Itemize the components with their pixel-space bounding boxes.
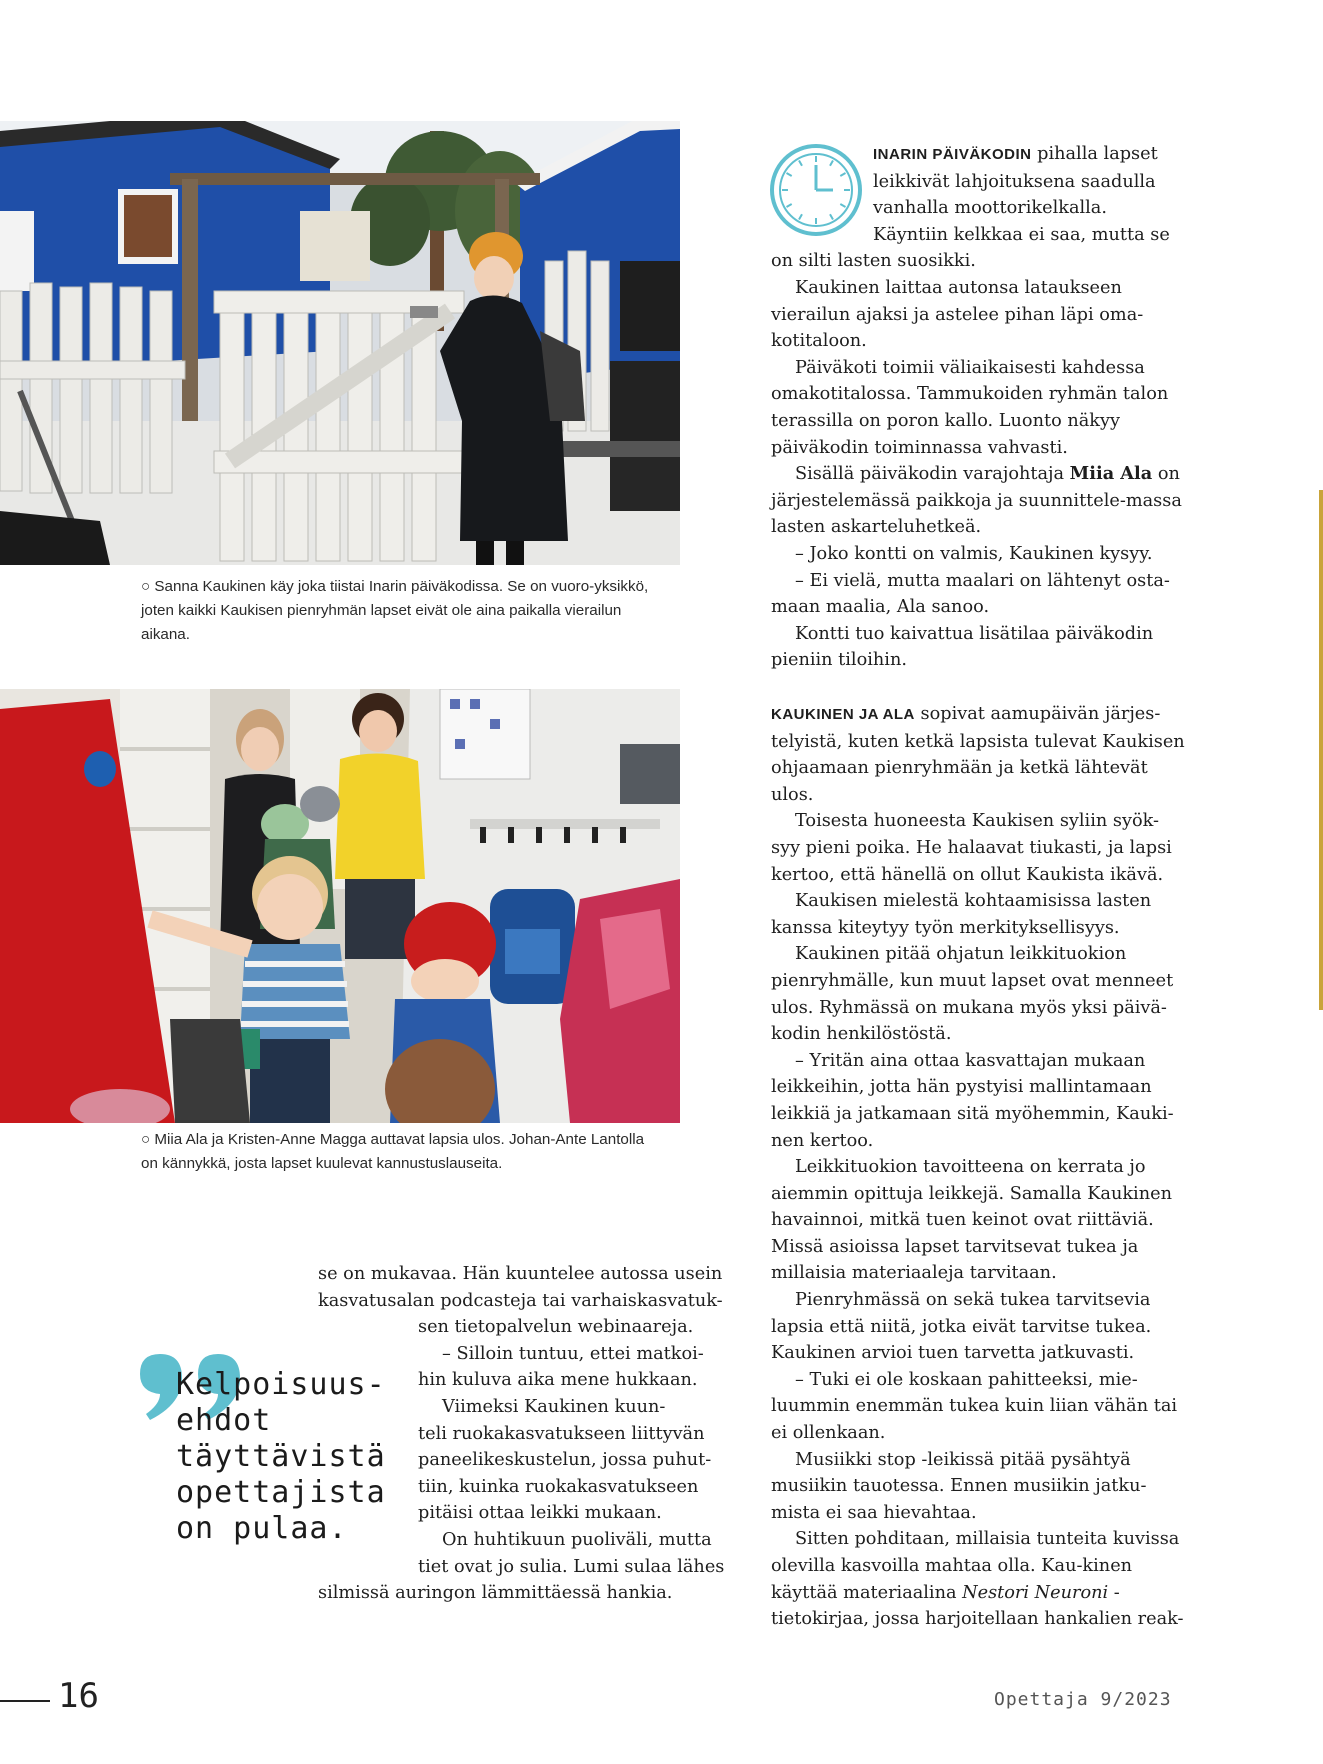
text-line: kasvatusalan podcasteja tai varhaiskasvatuk- [318, 1290, 723, 1311]
section-lead-inarin: INARIN PÄIVÄKODIN [873, 146, 1032, 163]
paragraph: KAUKINEN JA ALA sopivat aamupäivän järjes-telyistä, kuten ketkä lapsista tulevat Kaukisen ohjaamaan pienryhmään ja ketkä lähtevät ulos. [771, 704, 1185, 805]
paragraph: Kontti tuo kaivattua lisätilaa päiväkodin pieniin tiloihin. [771, 623, 1154, 671]
paragraph: Pienryhmässä on sekä tukea tarvitsevia lapsia että niitä, jotka eivät tarvitse tukea. Kaukinen arvioi tuen tarvetta jatkuvasti. [771, 1290, 1152, 1364]
paragraph: – Ei vielä, mutta maalari on lähtenyt osta-maan maalia, Ala sanoo. [771, 570, 1170, 618]
text-line: teli ruokakasvatukseen liittyvän [418, 1423, 705, 1444]
text-line: pitäisi ottaa leikki mukaan. [418, 1503, 662, 1524]
text-line: Viimeksi Kaukinen kuun- [442, 1396, 666, 1417]
folio-rule [0, 1700, 50, 1702]
drop-lead-block: INARIN PÄIVÄKODIN pihalla lapset leikkivät lahjoituksena saadulla vanhalla moottorikelkalla. Käyntiin kelkkaa ei saa, mutta se [873, 144, 1170, 245]
text-line: tiet ovat jo sulia. Lumi sulaa lähes [418, 1556, 725, 1577]
photo-kindergarten-gate [0, 121, 680, 565]
facing-page-edge [1319, 490, 1323, 1010]
paragraph: Leikkituokion tavoitteena on kerrata jo aiemmin opittuja leikkejä. Samalla Kaukinen havainnoi, mitkä tuen keinot ovat riittäviä. Missä asioissa lapset tarvitsevat tukea ja millaisia materiaaleja tarvitaan. [771, 1157, 1172, 1284]
photo-caption-1: ○ Sanna Kaukinen käy joka tiistai Inarin päiväkodissa. Se on vuoro-yksikkö, joten kaikki Kaukisen pienryhmän lapset eivät ole aina paikalla vierailun aikana. [141, 578, 649, 643]
paragraph: Päiväkoti toimii väliaikaisesti kahdessa omakotitalossa. Tammukoiden ryhmän talon terassilla on poron kallo. Luonto näkyy päiväkodin toiminnassa vahvasti. [771, 357, 1169, 458]
paragraph: Sitten pohditaan, millaisia tunteita kuvissa olevilla kasvoilla mahtaa olla. Kau-kinen käyttää materiaalina Nestori Neuroni -tietokirjaa, jossa harjoitellaan hankalien reak- [771, 1529, 1184, 1630]
page-number: 16 [58, 1676, 99, 1716]
text-line: paneelikeskustelun, jossa puhut- [418, 1450, 712, 1471]
book-title: Nestori Neuroni [962, 1582, 1109, 1603]
text-line: se on mukavaa. Hän kuuntelee autossa usein [318, 1264, 723, 1284]
paragraph: – Yritän aina ottaa kasvattajan mukaan leikkeihin, jotta hän pystyisi mallintamaan leikkiä ja jatkamaan sitä myöhemmin, Kauki-nen kertoo. [771, 1050, 1174, 1151]
text-line: silmissä auringon lämmittäessä hankia. [318, 1583, 673, 1604]
paragraph: – Joko kontti on valmis, Kaukinen kysyy. [795, 543, 1153, 564]
paragraph: Musiikki stop -leikissä pitää pysähtyä musiikin tauotessa. Ennen musiikin jatku-mista ei saa hievahtaa. [771, 1449, 1147, 1523]
text-line: – Silloin tuntuu, ettei matkoi- [442, 1343, 704, 1364]
paragraph: Sisällä päiväkodin varajohtaja Miia Ala on järjestelemässä paikkoja ja suunnittele-massa lasten askarteluhetkeä. [771, 463, 1182, 538]
paragraph: Kaukinen pitää ohjatun leikkituokion pienryhmälle, kun muut lapset ovat menneet ulos. Ryhmässä on mukana myös yksi päivä-kodin henkilöstöstä. [771, 944, 1174, 1045]
photo-caption-2: ○ Miia Ala ja Kristen-Anne Magga auttavat lapsia ulos. Johan-Ante Lantolla on kännykkä, josta lapset kuulevat kannustuslauseita. [141, 1131, 645, 1172]
paragraph: – Tuki ei ole koskaan pahitteeksi, mie-luummin enemmän tukea kuin liian vähän tai ei ollenkaan. [771, 1369, 1178, 1444]
article-column-right-bottom [771, 701, 1185, 1633]
publication-issue: Opettaja 9/2023 [994, 1689, 1172, 1710]
section-lead-kaukinen: KAUKINEN JA ALA [771, 706, 915, 723]
paragraph: Toisesta huoneesta Kaukisen syliin syök-syy pieni poika. He halaavat tiukasti, ja lapsi kertoo, että hänellä on ollut Kaukista ikävä. [771, 811, 1172, 885]
article-column-right-top: INARIN PÄIVÄKODIN pihalla lapset leikkivät lahjoituksena saadulla vanhalla moottorikelkalla. Käyntiin kelkkaa ei saa, mutta se on silti lasten suosikki. Kaukinen laittaa autonsa lataukseen vierailun ajaksi ja astelee pihan läpi oma-kotitaloon. Päiväkoti toimii väliaikaisesti kahdessa omakotitalossa. Tammukoiden ryhmän talon terassilla on poron kallo. Luonto näkyy päiväkodin toiminnassa vahvasti. Sisällä päiväkodin varajohtaja Miia Ala on järjestelemässä paikkoja ja suunnittele-massa lasten askarteluhetkeä. – Joko kontti on valmis, Kaukinen kysyy. – Ei vielä, mutta maalari on lähtenyt osta-maan maalia, Ala sanoo. Kontti tuo kaivattua lisätilaa päiväkodin pieniin tiloihin. [771, 141, 1185, 674]
text-line: On huhtikuun puoliväli, mutta [442, 1529, 712, 1550]
text-line: tiin, kuinka ruokakasvatukseen [418, 1476, 699, 1497]
photo-children-entrance [0, 689, 680, 1123]
person-name: Miia Ala [1069, 463, 1153, 485]
text-line: hin kuluva aika mene hukkaan. [418, 1370, 698, 1391]
pull-quote: Kelpoisuus- ehdot täyttävistä opettajista on pulaa. [176, 1367, 386, 1546]
paragraph: Kaukisen mielestä kohtaamisissa lasten kanssa kiteytyy työn merkityksellisyys. [771, 891, 1152, 938]
paragraph: Kaukinen laittaa autonsa lataukseen vierailun ajaksi ja astelee pihan läpi oma-kotitaloon. [771, 277, 1144, 352]
text-line: sen tietopalvelun webinaareja. [418, 1317, 694, 1338]
